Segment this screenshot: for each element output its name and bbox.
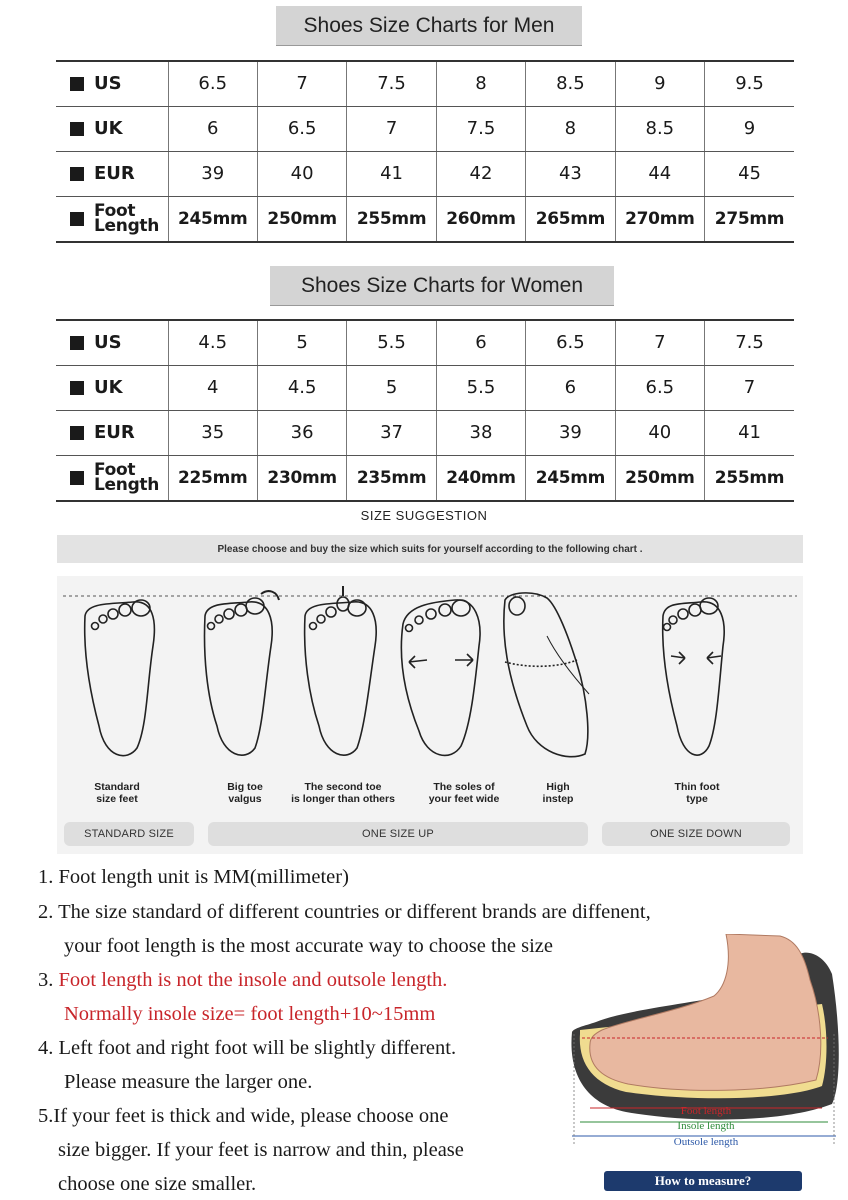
note-2-line-2: your foot length is the most accurate way to choose the size <box>64 935 554 957</box>
table-cell: 39 <box>168 151 257 196</box>
table-cell: 36 <box>257 410 346 455</box>
table-cell: 245mm <box>526 455 615 501</box>
note-3-line-1: 3. Foot length is not the insole and outsole length. <box>38 969 448 991</box>
row-label-foot-length: Foot Length <box>94 200 160 236</box>
row-label-us: US <box>94 73 122 95</box>
note-5-line-2: size bigger. If your feet is narrow and thin, please <box>58 1139 464 1161</box>
one-size-down-label: ONE SIZE DOWN <box>602 822 790 846</box>
foot-types-illustration <box>57 576 803 776</box>
table-cell: 38 <box>436 410 525 455</box>
row-label-foot-length: Foot Length <box>94 459 160 495</box>
table-cell: 39 <box>526 410 615 455</box>
women-size-table <box>56 319 794 502</box>
caption-high-instep: High instep <box>542 781 574 805</box>
table-cell: 7 <box>257 61 346 106</box>
bullet-square-icon <box>70 167 84 181</box>
table-cell: 7 <box>705 365 794 410</box>
table-cell: 230mm <box>257 455 346 501</box>
note-5-line-3: choose one size smaller. <box>58 1173 257 1195</box>
table-cell: 265mm <box>526 196 615 242</box>
table-cell: 4 <box>168 365 257 410</box>
table-cell: 4.5 <box>257 365 346 410</box>
row-label-eur: EUR <box>94 163 135 184</box>
thin-foot-icon <box>663 598 724 755</box>
table-cell: 260mm <box>436 196 525 242</box>
table-cell: 275mm <box>705 196 794 242</box>
table-cell: 7.5 <box>436 106 525 151</box>
table-cell: 37 <box>347 410 436 455</box>
table-cell: 9 <box>615 61 704 106</box>
row-label-eur: EUR <box>94 422 135 443</box>
men-chart-title: Shoes Size Charts for Men <box>276 6 582 46</box>
table-row <box>56 196 794 242</box>
table-cell: 250mm <box>257 196 346 242</box>
table-cell: 255mm <box>705 455 794 501</box>
table-cell: 42 <box>436 151 525 196</box>
table-cell: 7.5 <box>705 320 794 365</box>
bullet-square-icon <box>70 77 84 91</box>
how-to-measure-button[interactable]: How to measure? <box>604 1171 802 1191</box>
table-cell: 5 <box>347 365 436 410</box>
foot-length-label: Foot length <box>680 1105 732 1117</box>
bullet-square-icon <box>70 122 84 136</box>
choose-size-instruction: Please choose and buy the size which suits for yourself according to the following chart . <box>57 535 803 563</box>
table-cell: 6 <box>436 320 525 365</box>
note-1: 1. Foot length unit is MM(millimeter) <box>38 866 349 888</box>
table-cell: 6.5 <box>526 320 615 365</box>
table-cell: 8 <box>436 61 525 106</box>
table-cell: 9 <box>705 106 794 151</box>
table-row <box>56 320 794 365</box>
standard-size-label: STANDARD SIZE <box>64 822 194 846</box>
table-cell: 225mm <box>168 455 257 501</box>
note-4-line-1: 4. Left foot and right foot will be slightly different. <box>38 1037 457 1059</box>
big-toe-valgus-foot-icon <box>205 591 280 755</box>
bullet-square-icon <box>70 381 84 395</box>
table-cell: 5.5 <box>436 365 525 410</box>
table-cell: 240mm <box>436 455 525 501</box>
size-suggestion-title: SIZE SUGGESTION <box>360 508 488 523</box>
wide-sole-foot-icon <box>401 600 480 756</box>
caption-big-toe-valgus: Big toe valgus <box>227 781 263 805</box>
table-cell: 6.5 <box>168 61 257 106</box>
table-row <box>56 410 794 455</box>
foot-measurement-diagram <box>566 934 848 1154</box>
caption-standard: Standard size feet <box>94 781 140 805</box>
standard-foot-icon <box>85 600 155 756</box>
row-label-uk: UK <box>94 377 123 398</box>
table-cell: 35 <box>168 410 257 455</box>
table-cell: 8.5 <box>526 61 615 106</box>
row-label-uk: UK <box>94 118 123 139</box>
note-2-line-1: 2. The size standard of different countries or different brands are diffenent, <box>38 901 651 923</box>
table-cell: 7.5 <box>347 61 436 106</box>
note-4-line-2: Please measure the larger one. <box>64 1071 313 1093</box>
table-row <box>56 365 794 410</box>
caption-thin-foot: Thin foot type <box>674 781 720 805</box>
table-row <box>56 61 794 106</box>
table-cell: 41 <box>705 410 794 455</box>
table-row <box>56 106 794 151</box>
insole-length-label: Insole length <box>677 1120 735 1132</box>
bullet-square-icon <box>70 336 84 350</box>
table-cell: 270mm <box>615 196 704 242</box>
note-5-line-1: 5.If your feet is thick and wide, please choose one <box>38 1105 449 1127</box>
foot-shape <box>590 934 821 1090</box>
outsole-length-label: Outsole length <box>673 1136 739 1148</box>
table-cell: 8 <box>526 106 615 151</box>
men-size-table <box>56 60 794 243</box>
table-cell: 8.5 <box>615 106 704 151</box>
table-cell: 43 <box>526 151 615 196</box>
table-cell: 41 <box>347 151 436 196</box>
table-cell: 44 <box>615 151 704 196</box>
table-cell: 40 <box>257 151 346 196</box>
table-cell: 6 <box>168 106 257 151</box>
table-row <box>56 455 794 501</box>
high-instep-foot-icon <box>504 593 589 757</box>
table-cell: 235mm <box>347 455 436 501</box>
table-cell: 255mm <box>347 196 436 242</box>
caption-second-toe: The second toe is longer than others <box>291 781 395 805</box>
women-chart-title: Shoes Size Charts for Women <box>270 266 614 306</box>
caption-wide-soles: The soles of your feet wide <box>428 781 500 805</box>
second-toe-longer-foot-icon <box>305 586 377 755</box>
table-cell: 45 <box>705 151 794 196</box>
table-cell: 9.5 <box>705 61 794 106</box>
table-cell: 250mm <box>615 455 704 501</box>
table-cell: 245mm <box>168 196 257 242</box>
table-cell: 7 <box>347 106 436 151</box>
table-cell: 5 <box>257 320 346 365</box>
table-row <box>56 151 794 196</box>
table-cell: 6.5 <box>615 365 704 410</box>
table-cell: 40 <box>615 410 704 455</box>
table-cell: 5.5 <box>347 320 436 365</box>
bullet-square-icon <box>70 212 84 226</box>
row-label-us: US <box>94 332 122 354</box>
table-cell: 7 <box>615 320 704 365</box>
table-cell: 4.5 <box>168 320 257 365</box>
table-cell: 6.5 <box>257 106 346 151</box>
bullet-square-icon <box>70 426 84 440</box>
bullet-square-icon <box>70 471 84 485</box>
note-3-line-2: Normally insole size= foot length+10~15mm <box>64 1003 436 1025</box>
table-cell: 6 <box>526 365 615 410</box>
one-size-up-label: ONE SIZE UP <box>208 822 588 846</box>
